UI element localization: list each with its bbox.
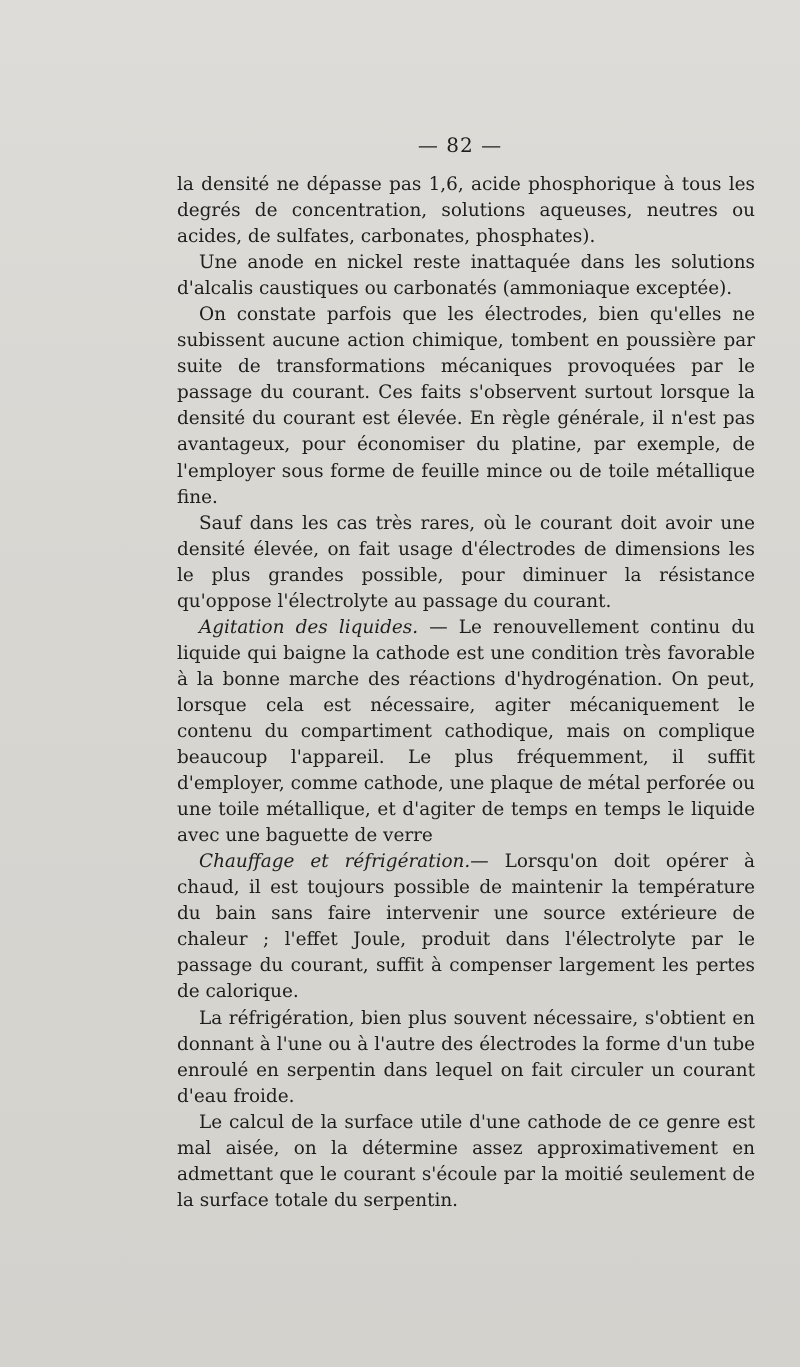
paragraph-8: Le calcul de la surface utile d'une cathode de ce genre est mal aisée, on la détermine assez approximativement en admettant que le courant s'écoule par la moitié seulement de la surface totale du serpentin. bbox=[177, 1111, 755, 1211]
paragraph-5 bbox=[177, 615, 755, 849]
paragraph-3: On constate parfois que les électrodes, bien qu'elles ne subissent aucune action chimique, tombent en poussière par suite de transformations mécaniques provoquées par le passage du courant. Ces faits s'observent surtout lorsque la densité du courant est élevée. En règle générale, il n'est pas avantageux, pour économiser du platine, par exemple, de l'employer sous forme de feuille mince ou de toile métallique fine. bbox=[177, 304, 755, 508]
page-number: — 82 — bbox=[417, 133, 503, 157]
section-heading-chauffage: Chauffage et réfrigération. bbox=[199, 851, 471, 873]
paragraph-4: Sauf dans les cas très rares, où le courant doit avoir une densité élevée, on fait usage d'électrodes de dimensions les le plus grandes possible, pour diminuer la résistance qu'oppose l'électrolyte au passage du courant. bbox=[177, 512, 755, 612]
paragraph-6 bbox=[177, 849, 755, 1005]
paragraph-2: Une anode en nickel reste inattaquée dans les solutions d'alcalis caustiques ou carbonatés (ammoniaque exceptée). bbox=[177, 252, 755, 300]
section-heading-agitation: Agitation des liquides. bbox=[199, 616, 419, 638]
paragraph-6-text: — Lorsqu'on doit opérer à chaud, il est toujours possible de maintenir la température du bain sans faire intervenir une source extérieure de chaleur ; l'effet Joule, produit dans l'électrolyte par le passage du courant, suffit à compenser largement les pertes de calorique. bbox=[177, 851, 755, 1003]
paragraph-7: La réfrigération, bien plus souvent nécessaire, s'obtient en donnant à l'une ou à l'autre des électrodes la forme d'un tube enroulé en serpentin dans lequel on fait circuler un courant d'eau froide. bbox=[177, 1007, 755, 1107]
paragraph-5-text: — Le renouvellement continu du liquide qui baigne la cathode est une condition très favorable à la bonne marche des réactions d'hydrogénation. On peut, lorsque cela est nécessaire, agiter mécaniquement le contenu du compartiment cathodique, mais on complique beaucoup l'appareil. Le plus fréquemment, il suffit d'employer, comme cathode, une plaque de métal perforée ou une toile métallique, et d'agiter de temps en temps le liquide avec une baguette de verre bbox=[177, 616, 755, 847]
body-text bbox=[177, 172, 755, 1214]
paragraph-1: la densité ne dépasse pas 1,6, acide phosphorique à tous les degrés de concentration, solutions aqueuses, neutres ou acides, de sulfates, carbonates, phosphates). bbox=[177, 174, 755, 248]
